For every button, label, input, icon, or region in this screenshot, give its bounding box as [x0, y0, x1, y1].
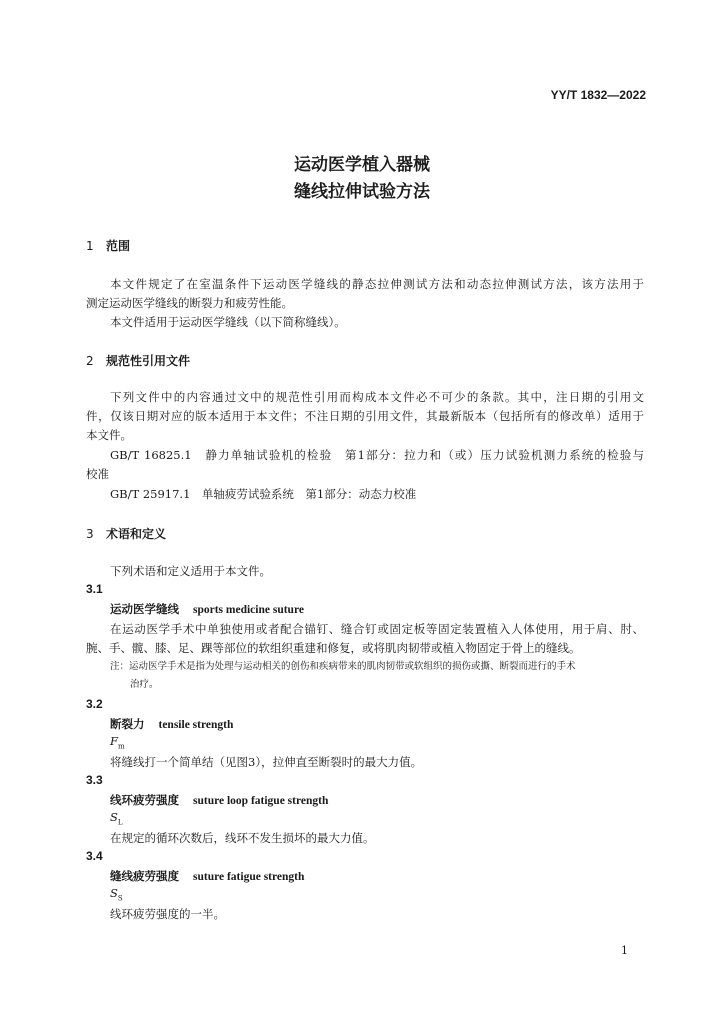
term-entry — [110, 868, 304, 884]
section-number: 1 — [86, 239, 94, 253]
term-number: 3.3 — [86, 773, 103, 787]
refs-intro-line3: 本文件。 — [86, 428, 132, 442]
term-definition: 在规定的循环次数后，线环不发生损坏的最大力值。 — [110, 831, 375, 845]
section-3-heading — [86, 525, 166, 542]
term-symbol: $S_L$ — [110, 810, 123, 827]
terms-intro: 下列术语和定义适用于本文件。 — [110, 564, 271, 578]
section-number: 3 — [86, 527, 94, 541]
section-title: 范围 — [106, 239, 131, 253]
refs-intro-line2: 件，仅该日期对应的版本适用于本文件；不注日期的引用文件，其最新版本（包括所有的修改单）适用于 — [86, 409, 644, 423]
section-number: 2 — [86, 354, 94, 368]
term-english: suture fatigue strength — [193, 871, 305, 883]
reference-gbt-16825-1-line2: 校准 — [86, 467, 109, 481]
term-chinese: 线环疲劳强度 — [110, 793, 179, 807]
term-note-line1: 注：运动医学手术是指为处理与运动相关的创伤和疾病带来的肌肉韧带或软组织的损伤或撕、断裂而进行的手术 — [110, 661, 576, 672]
page-number: 1 — [621, 944, 628, 957]
term-definition: 将缝线打一个简单结（见图3），拉伸直至断裂时的最大力值。 — [110, 755, 423, 769]
scope-para2: 本文件适用于运动医学缝线（以下简称缝线）。 — [110, 315, 346, 329]
term-entry — [110, 601, 304, 617]
section-title: 术语和定义 — [106, 527, 167, 541]
term-chinese: 断裂力 — [110, 717, 145, 731]
term-english: suture loop fatigue strength — [193, 795, 329, 807]
term-symbol: $S_S$ — [110, 886, 123, 903]
scope-para1-line1: 本文件规定了在室温条件下运动医学缝线的静态拉伸测试方法和动态拉伸测试方法，该方法用于 — [110, 277, 644, 291]
section-title: 规范性引用文件 — [106, 354, 191, 368]
term-entry — [110, 716, 233, 732]
term-chinese: 缝线疲劳强度 — [110, 869, 179, 883]
term-chinese: 运动医学缝线 — [110, 602, 179, 616]
reference-gbt-25917-1: GB/T 25917.1 单轴疲劳试验系统 第1部分：动态力校准 — [110, 487, 417, 501]
term-number: 3.2 — [86, 697, 103, 711]
scope-para1-line2: 测定运动医学缝线的断裂力和疲劳性能。 — [86, 296, 293, 310]
term-english: sports medicine suture — [193, 604, 304, 616]
section-1-heading — [86, 237, 130, 254]
term-note-line2: 治疗。 — [130, 679, 159, 690]
document-title-line1: 运动医学植入器械 — [294, 155, 430, 175]
term-symbol: $F_m$ — [110, 734, 125, 751]
term-entry — [110, 792, 328, 808]
term-definition-line1: 在运动医学手术中单独使用或者配合锚钉、缝合钉或固定板等固定装置植入人体使用，用于肩、肘、 — [110, 622, 644, 636]
term-english: tensile strength — [158, 719, 234, 731]
term-definition: 线环疲劳强度的一半。 — [110, 907, 225, 921]
refs-intro-line1: 下列文件中的内容通过文中的规范性引用而构成本文件必不可少的条款。其中，注日期的引用文 — [110, 390, 644, 404]
reference-gbt-16825-1-line1: GB/T 16825.1 静力单轴试验机的检验 第1部分：拉力和（或）压力试验机测力系统的检验与 — [110, 448, 644, 462]
section-2-heading — [86, 352, 190, 369]
term-number: 3.1 — [86, 582, 103, 596]
document-title-line2: 缝线拉伸试验方法 — [294, 182, 430, 202]
standard-number: YY/T 1832—2022 — [550, 88, 646, 102]
term-number: 3.4 — [86, 849, 103, 863]
term-definition-line2: 腕、手、髋、膝、足、踝等部位的软组织重建和修复，或将肌肉韧带或植入物固定于骨上的缝线。 — [86, 641, 581, 655]
